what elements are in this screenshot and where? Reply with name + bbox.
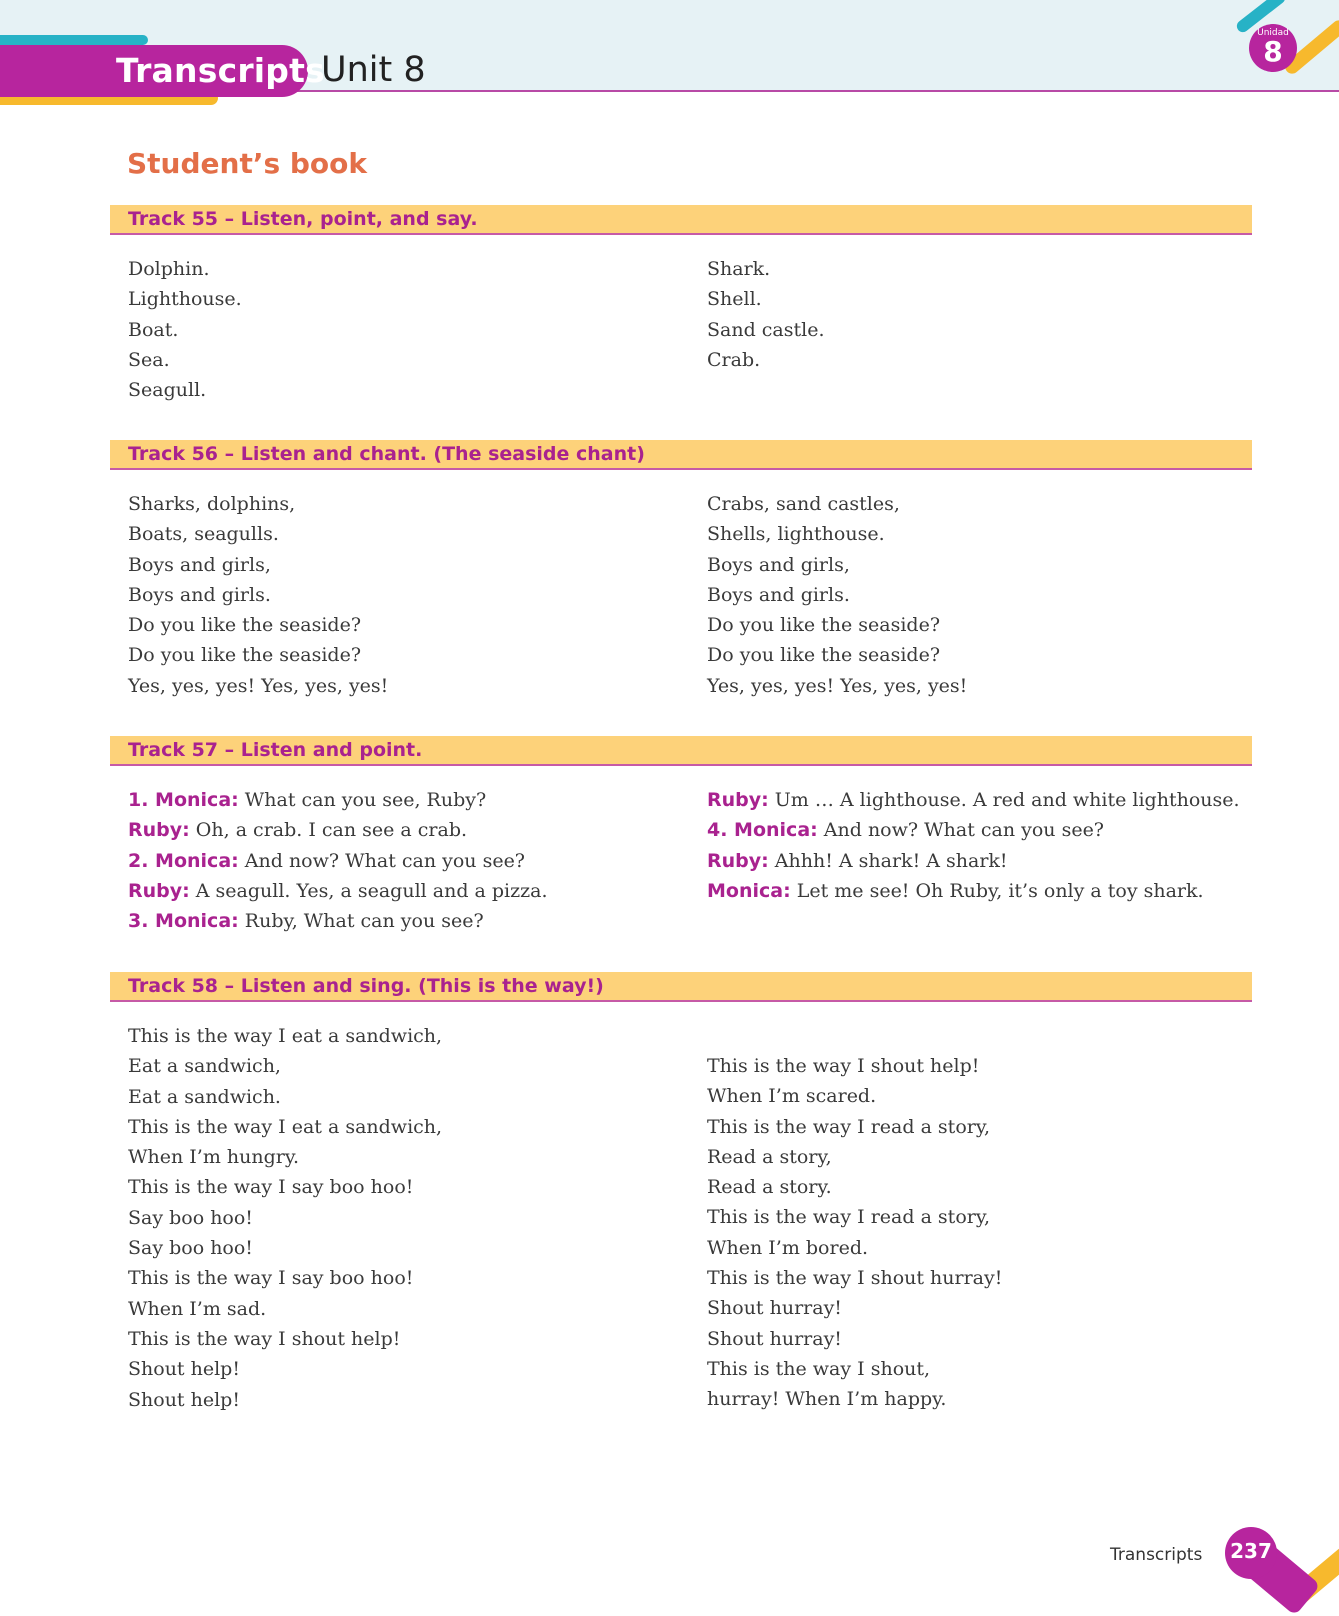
transcript-line: Yes, yes, yes! Yes, yes, yes! (128, 674, 389, 697)
lyric-line: This is the way I shout help! (707, 1055, 980, 1077)
dialogue-text: Ahhh! A shark! A shark! (774, 849, 1008, 872)
lyric-line: When I’m scared. (707, 1085, 877, 1108)
track-55-right-column (707, 254, 825, 375)
dialogue-text: Um … A lighthouse. A red and white lighthouse. (774, 789, 1240, 811)
track-55-header (110, 205, 1252, 235)
speaker-label: Ruby: (128, 879, 190, 902)
dialogue-line (128, 846, 548, 876)
dialogue-line (707, 876, 1240, 906)
transcript-line: Sand castle. (707, 318, 825, 341)
speaker-label: 4. Monica: (707, 819, 818, 842)
lyric-line: hurray! When I’m happy. (707, 1388, 947, 1411)
transcript-line: Yes, yes, yes! Yes, yes, yes! (707, 674, 968, 697)
transcript-line: Shell. (707, 288, 762, 311)
lyric-line: This is the way I shout hurray! (707, 1267, 1003, 1290)
page-number: 237 (1230, 1539, 1272, 1563)
track-58-right-column (707, 1051, 1002, 1415)
transcript-line: Do you like the seaside? (707, 644, 941, 667)
speaker-label: Monica: (707, 879, 791, 902)
transcript-line: Lighthouse. (128, 288, 242, 311)
transcript-line: Sea. (128, 348, 170, 371)
lyric-line: Eat a sandwich, (128, 1055, 281, 1078)
dialogue-text: Let me see! Oh Ruby, it’s only a toy shark. (796, 879, 1204, 902)
lyric-line: This is the way I read a story, (707, 1115, 991, 1138)
dialogue-line (128, 876, 548, 906)
section-title: Student’s book (127, 147, 368, 180)
dialogue-text: And now? What can you see? (823, 819, 1104, 842)
transcript-line: Crab. (707, 348, 761, 371)
transcript-line: Seagull. (128, 379, 207, 402)
lyric-line: This is the way I say boo hoo! (128, 1176, 414, 1199)
lyric-line: Say boo hoo! (128, 1237, 253, 1260)
dialogue-line (707, 815, 1240, 845)
track-57-left-column (128, 785, 548, 936)
lyric-line: When I’m bored. (707, 1236, 869, 1259)
track-57-right-column (707, 785, 1240, 906)
unit-badge-number: 8 (1263, 35, 1283, 68)
lyric-line: Shout hurray! (707, 1327, 842, 1350)
teal-stripe (0, 35, 148, 45)
speaker-label: 1. Monica: (128, 789, 239, 811)
lyric-line: Shout help! (128, 1388, 240, 1411)
transcript-line: Do you like the seaside? (707, 614, 941, 637)
dialogue-text: Oh, a crab. I can see a crab. (195, 819, 468, 842)
track-title: Track 56 – Listen and chant. (The seaside chant) (128, 443, 645, 465)
lyric-line: This is the way I shout help! (128, 1327, 401, 1350)
lyric-line: This is the way I read a story, (707, 1206, 991, 1229)
speaker-label: 2. Monica: (128, 849, 239, 872)
dialogue-line (707, 785, 1240, 815)
track-title: Track 57 – Listen and point. (128, 739, 423, 761)
speaker-label: Ruby: (707, 849, 769, 872)
speaker-label: Ruby: (707, 789, 769, 811)
lyric-line: Say boo hoo! (128, 1206, 253, 1229)
transcript-line: Boys and girls. (128, 583, 271, 606)
transcript-line: Boys and girls, (707, 553, 850, 576)
track-56-left-column (128, 489, 388, 701)
unit-title: Unit 8 (321, 50, 426, 90)
track-58-left-column (128, 1021, 442, 1415)
track-title: Track 55 – Listen, point, and say. (128, 208, 478, 230)
lyric-line: Eat a sandwich. (128, 1085, 281, 1108)
transcript-line: Boys and girls, (128, 553, 271, 576)
speaker-label: Ruby: (128, 819, 190, 842)
dialogue-text: And now? What can you see? (244, 849, 525, 872)
track-57-header (110, 736, 1252, 766)
dialogue-text: A seagull. Yes, a seagull and a pizza. (195, 879, 548, 902)
track-56-right-column (707, 489, 967, 701)
lyric-line: Shout hurray! (707, 1297, 842, 1320)
transcript-line: Do you like the seaside? (128, 614, 362, 637)
lyric-line: This is the way I eat a sandwich, (128, 1025, 443, 1047)
unit-badge-caption: Unidad (1257, 28, 1289, 38)
track-55-left-column (128, 254, 242, 405)
transcript-line: Boys and girls. (707, 583, 850, 606)
lyric-line: When I’m hungry. (128, 1146, 300, 1169)
transcript-line: Do you like the seaside? (128, 644, 362, 667)
lyric-line: Read a story, (707, 1145, 832, 1168)
lyric-line: This is the way I shout, (707, 1357, 931, 1380)
lyric-line: This is the way I say boo hoo! (128, 1267, 414, 1290)
dialogue-line (128, 785, 548, 815)
lyric-line: Shout help! (128, 1358, 240, 1381)
dialogue-text: Ruby, What can you see? (244, 910, 484, 933)
transcript-line: Dolphin. (128, 258, 210, 280)
lyric-line: When I’m sad. (128, 1297, 267, 1320)
speaker-label: 3. Monica: (128, 910, 239, 933)
transcript-line: Boats, seagulls. (128, 523, 279, 546)
dialogue-line (128, 906, 548, 936)
dialogue-line (707, 846, 1240, 876)
dialogue-text: What can you see, Ruby? (244, 789, 487, 811)
transcript-line: Boat. (128, 318, 179, 341)
transcripts-tab-label: Transcripts (116, 51, 325, 90)
transcript-line: Shells, lighthouse. (707, 523, 885, 546)
track-56-header (110, 440, 1252, 470)
lyric-line: This is the way I eat a sandwich, (128, 1115, 443, 1138)
track-title: Track 58 – Listen and sing. (This is the way!) (128, 975, 604, 997)
transcript-line: Shark. (707, 258, 771, 280)
footer-label: Transcripts (1110, 1545, 1203, 1565)
transcript-line: Crabs, sand castles, (707, 493, 900, 515)
dialogue-line (128, 815, 548, 845)
lyric-line: Read a story. (707, 1176, 832, 1199)
track-58-header (110, 972, 1252, 1002)
transcript-line: Sharks, dolphins, (128, 493, 296, 515)
